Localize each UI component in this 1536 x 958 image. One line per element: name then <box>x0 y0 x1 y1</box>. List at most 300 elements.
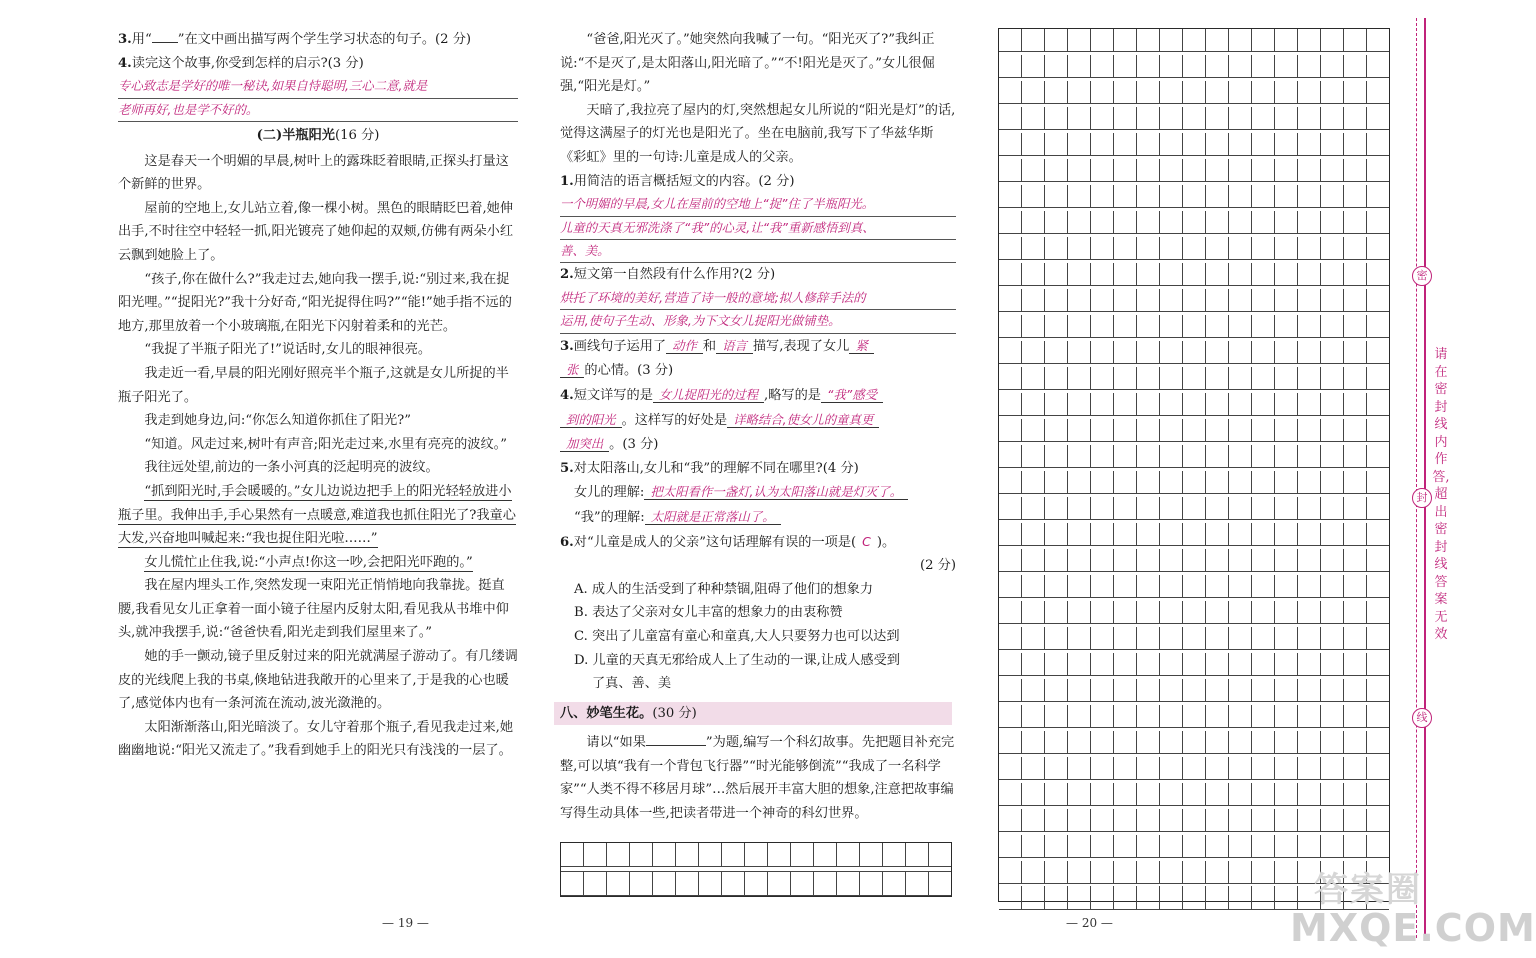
grid-cell[interactable] <box>1367 809 1389 831</box>
grid-cell[interactable] <box>1068 237 1091 259</box>
grid-cell[interactable] <box>1206 237 1229 259</box>
grid-cell[interactable] <box>1229 133 1252 155</box>
grid-cell[interactable] <box>1137 861 1160 883</box>
grid-cell[interactable] <box>1206 133 1229 155</box>
grid-cell[interactable] <box>1298 81 1321 103</box>
grid-cell[interactable] <box>1068 445 1091 467</box>
grid-cell[interactable] <box>1114 289 1137 311</box>
grid-cell[interactable] <box>1229 705 1252 727</box>
grid-cell[interactable] <box>1321 627 1344 649</box>
grid-cell[interactable] <box>1160 263 1183 285</box>
grid-cell[interactable] <box>653 872 676 895</box>
grid-cell[interactable] <box>1045 315 1068 337</box>
grid-cell[interactable] <box>1275 757 1298 779</box>
grid-cell[interactable] <box>1137 705 1160 727</box>
grid-cell[interactable] <box>1068 653 1091 675</box>
grid-cell[interactable] <box>1229 471 1252 493</box>
grid-cell[interactable] <box>1367 315 1389 337</box>
grid-cell[interactable] <box>1344 81 1367 103</box>
grid-cell[interactable] <box>1068 341 1091 363</box>
grid-cell[interactable] <box>1321 497 1344 519</box>
grid-cell[interactable] <box>929 872 951 895</box>
grid-cell[interactable] <box>1229 731 1252 753</box>
grid-cell[interactable] <box>1275 315 1298 337</box>
grid-cell[interactable] <box>1091 757 1114 779</box>
grid-cell[interactable] <box>1068 185 1091 207</box>
grid-cell[interactable] <box>1091 835 1114 857</box>
grid-cell[interactable] <box>1022 861 1045 883</box>
grid-cell[interactable] <box>1045 263 1068 285</box>
grid-cell[interactable] <box>1114 107 1137 129</box>
grid-cell[interactable] <box>1160 627 1183 649</box>
grid-cell[interactable] <box>1183 367 1206 389</box>
grid-cell[interactable] <box>1091 211 1114 233</box>
grid-cell[interactable] <box>1321 809 1344 831</box>
grid-cell[interactable] <box>1367 237 1389 259</box>
grid-cell[interactable] <box>1367 367 1389 389</box>
writing-grid-large[interactable] <box>998 28 1390 902</box>
grid-cell[interactable] <box>1068 783 1091 805</box>
grid-cell[interactable] <box>1229 679 1252 701</box>
grid-cell[interactable] <box>1022 757 1045 779</box>
writing-grid-small[interactable] <box>560 842 952 897</box>
grid-cell[interactable] <box>999 107 1022 129</box>
grid-cell[interactable] <box>1229 497 1252 519</box>
grid-cell[interactable] <box>1367 549 1389 571</box>
grid-cell[interactable] <box>1367 289 1389 311</box>
grid-cell[interactable] <box>1137 237 1160 259</box>
grid-cell[interactable] <box>1344 471 1367 493</box>
grid-cell[interactable] <box>1321 341 1344 363</box>
grid-cell[interactable] <box>999 289 1022 311</box>
grid-cell[interactable] <box>1275 341 1298 363</box>
grid-cell[interactable] <box>1022 237 1045 259</box>
grid-cell[interactable] <box>1022 445 1045 467</box>
grid-cell[interactable] <box>1298 471 1321 493</box>
grid-cell[interactable] <box>1275 367 1298 389</box>
grid-cell[interactable] <box>999 367 1022 389</box>
grid-cell[interactable] <box>1022 315 1045 337</box>
grid-cell[interactable] <box>1206 81 1229 103</box>
grid-cell[interactable] <box>999 549 1022 571</box>
grid-cell[interactable] <box>1321 185 1344 207</box>
grid-cell[interactable] <box>999 523 1022 545</box>
grid-cell[interactable] <box>1160 55 1183 77</box>
grid-cell[interactable] <box>1160 107 1183 129</box>
grid-cell[interactable] <box>1252 107 1275 129</box>
grid-cell[interactable] <box>1160 393 1183 415</box>
grid-cell[interactable] <box>1321 523 1344 545</box>
grid-cell[interactable] <box>1160 523 1183 545</box>
grid-cell[interactable] <box>1114 445 1137 467</box>
grid-cell[interactable] <box>1344 289 1367 311</box>
grid-cell[interactable] <box>1022 575 1045 597</box>
grid-cell[interactable] <box>1045 159 1068 181</box>
grid-cell[interactable] <box>584 872 607 895</box>
grid-cell[interactable] <box>1022 809 1045 831</box>
grid-cell[interactable] <box>1022 471 1045 493</box>
grid-cell[interactable] <box>999 159 1022 181</box>
grid-cell[interactable] <box>999 601 1022 623</box>
grid-cell[interactable] <box>1229 55 1252 77</box>
grid-cell[interactable] <box>1068 211 1091 233</box>
grid-cell[interactable] <box>1022 679 1045 701</box>
grid-cell[interactable] <box>1160 211 1183 233</box>
grid-cell[interactable] <box>1206 29 1229 51</box>
grid-cell[interactable] <box>1275 679 1298 701</box>
grid-cell[interactable] <box>1367 29 1389 51</box>
grid-cell[interactable] <box>1091 886 1114 908</box>
grid-cell[interactable] <box>1344 757 1367 779</box>
grid-cell[interactable] <box>1114 81 1137 103</box>
grid-cell[interactable] <box>1022 497 1045 519</box>
grid-cell[interactable] <box>1045 341 1068 363</box>
grid-cell[interactable] <box>1183 886 1206 908</box>
grid-cell[interactable] <box>1068 133 1091 155</box>
grid-cell[interactable] <box>1045 809 1068 831</box>
grid-cell[interactable] <box>1344 705 1367 727</box>
grid-cell[interactable] <box>1045 185 1068 207</box>
grid-cell[interactable] <box>699 843 722 866</box>
grid-cell[interactable] <box>1160 783 1183 805</box>
grid-cell[interactable] <box>1298 315 1321 337</box>
grid-cell[interactable] <box>1252 81 1275 103</box>
grid-cell[interactable] <box>1229 601 1252 623</box>
grid-cell[interactable] <box>1298 679 1321 701</box>
grid-cell[interactable] <box>768 843 791 866</box>
grid-cell[interactable] <box>1298 159 1321 181</box>
grid-cell[interactable] <box>1252 705 1275 727</box>
grid-cell[interactable] <box>1298 419 1321 441</box>
grid-cell[interactable] <box>1137 159 1160 181</box>
grid-cell[interactable] <box>1298 731 1321 753</box>
grid-cell[interactable] <box>1137 835 1160 857</box>
grid-cell[interactable] <box>630 872 653 895</box>
grid-cell[interactable] <box>1252 679 1275 701</box>
grid-cell[interactable] <box>1091 653 1114 675</box>
grid-cell[interactable] <box>1344 133 1367 155</box>
grid-cell[interactable] <box>1229 185 1252 207</box>
grid-cell[interactable] <box>1321 159 1344 181</box>
grid-cell[interactable] <box>1114 471 1137 493</box>
grid-cell[interactable] <box>1160 315 1183 337</box>
grid-cell[interactable] <box>1045 705 1068 727</box>
grid-cell[interactable] <box>1114 393 1137 415</box>
grid-cell[interactable] <box>1229 315 1252 337</box>
grid-cell[interactable] <box>1068 886 1091 908</box>
grid-cell[interactable] <box>1321 107 1344 129</box>
grid-cell[interactable] <box>1022 783 1045 805</box>
grid-cell[interactable] <box>1068 549 1091 571</box>
grid-cell[interactable] <box>1229 367 1252 389</box>
grid-cell[interactable] <box>1367 627 1389 649</box>
grid-cell[interactable] <box>1137 419 1160 441</box>
grid-cell[interactable] <box>1022 185 1045 207</box>
grid-cell[interactable] <box>1275 81 1298 103</box>
grid-cell[interactable] <box>1275 185 1298 207</box>
grid-cell[interactable] <box>1114 237 1137 259</box>
grid-cell[interactable] <box>1275 237 1298 259</box>
grid-cell[interactable] <box>1229 809 1252 831</box>
grid-cell[interactable] <box>1137 367 1160 389</box>
grid-cell[interactable] <box>999 211 1022 233</box>
grid-cell[interactable] <box>1137 315 1160 337</box>
grid-cell[interactable] <box>1229 237 1252 259</box>
grid-cell[interactable] <box>1114 29 1137 51</box>
grid-cell[interactable] <box>1298 393 1321 415</box>
grid-cell[interactable] <box>999 341 1022 363</box>
grid-cell[interactable] <box>1367 211 1389 233</box>
grid-cell[interactable] <box>1183 549 1206 571</box>
grid-cell[interactable] <box>1160 81 1183 103</box>
grid-cell[interactable] <box>1068 731 1091 753</box>
grid-cell[interactable] <box>1091 627 1114 649</box>
grid-cell[interactable] <box>1206 549 1229 571</box>
grid-cell[interactable] <box>1252 523 1275 545</box>
grid-cell[interactable] <box>1137 393 1160 415</box>
grid-cell[interactable] <box>999 731 1022 753</box>
grid-cell[interactable] <box>1275 471 1298 493</box>
grid-cell[interactable] <box>1045 393 1068 415</box>
grid-cell[interactable] <box>1275 731 1298 753</box>
grid-cell[interactable] <box>1068 29 1091 51</box>
grid-cell[interactable] <box>999 29 1022 51</box>
grid-cell[interactable] <box>1091 107 1114 129</box>
grid-cell[interactable] <box>1367 757 1389 779</box>
grid-cell[interactable] <box>1091 731 1114 753</box>
grid-cell[interactable] <box>1183 341 1206 363</box>
grid-cell[interactable] <box>860 843 883 866</box>
grid-cell[interactable] <box>1114 211 1137 233</box>
grid-cell[interactable] <box>1114 679 1137 701</box>
grid-cell[interactable] <box>1206 575 1229 597</box>
grid-cell[interactable] <box>1160 133 1183 155</box>
grid-cell[interactable] <box>561 843 584 866</box>
grid-cell[interactable] <box>1344 601 1367 623</box>
grid-cell[interactable] <box>1206 55 1229 77</box>
grid-cell[interactable] <box>1091 393 1114 415</box>
grid-cell[interactable] <box>999 445 1022 467</box>
grid-cell[interactable] <box>1114 263 1137 285</box>
grid-cell[interactable] <box>1321 757 1344 779</box>
grid-cell[interactable] <box>1321 263 1344 285</box>
grid-cell[interactable] <box>1229 783 1252 805</box>
grid-cell[interactable] <box>1068 159 1091 181</box>
grid-cell[interactable] <box>1137 757 1160 779</box>
grid-cell[interactable] <box>999 705 1022 727</box>
grid-cell[interactable] <box>1022 341 1045 363</box>
grid-cell[interactable] <box>1298 185 1321 207</box>
grid-cell[interactable] <box>1298 627 1321 649</box>
grid-cell[interactable] <box>1229 29 1252 51</box>
grid-cell[interactable] <box>1206 783 1229 805</box>
grid-cell[interactable] <box>1275 497 1298 519</box>
grid-cell[interactable] <box>837 843 860 866</box>
grid-cell[interactable] <box>1344 29 1367 51</box>
grid-cell[interactable] <box>1068 55 1091 77</box>
grid-cell[interactable] <box>1114 575 1137 597</box>
grid-cell[interactable] <box>1045 601 1068 623</box>
grid-cell[interactable] <box>1091 861 1114 883</box>
grid-cell[interactable] <box>1068 575 1091 597</box>
grid-cell[interactable] <box>1045 835 1068 857</box>
grid-cell[interactable] <box>1045 783 1068 805</box>
grid-cell[interactable] <box>1252 757 1275 779</box>
grid-cell[interactable] <box>1183 289 1206 311</box>
grid-cell[interactable] <box>561 872 584 895</box>
grid-cell[interactable] <box>1275 705 1298 727</box>
grid-cell[interactable] <box>1206 211 1229 233</box>
grid-cell[interactable] <box>999 419 1022 441</box>
grid-cell[interactable] <box>630 843 653 866</box>
grid-cell[interactable] <box>1298 445 1321 467</box>
grid-cell[interactable] <box>1275 523 1298 545</box>
grid-cell[interactable] <box>1252 445 1275 467</box>
grid-cell[interactable] <box>1321 419 1344 441</box>
grid-cell[interactable] <box>1298 523 1321 545</box>
grid-cell[interactable] <box>1022 55 1045 77</box>
grid-cell[interactable] <box>1206 367 1229 389</box>
grid-cell[interactable] <box>1068 367 1091 389</box>
grid-cell[interactable] <box>1137 471 1160 493</box>
grid-cell[interactable] <box>1045 55 1068 77</box>
grid-cell[interactable] <box>1206 601 1229 623</box>
grid-cell[interactable] <box>1091 601 1114 623</box>
grid-cell[interactable] <box>1068 289 1091 311</box>
grid-cell[interactable] <box>1091 445 1114 467</box>
grid-cell[interactable] <box>1160 159 1183 181</box>
grid-cell[interactable] <box>1321 211 1344 233</box>
grid-cell[interactable] <box>1275 549 1298 571</box>
grid-cell[interactable] <box>1229 289 1252 311</box>
grid-cell[interactable] <box>1298 341 1321 363</box>
grid-cell[interactable] <box>1206 289 1229 311</box>
grid-cell[interactable] <box>1206 731 1229 753</box>
grid-cell[interactable] <box>1137 809 1160 831</box>
grid-cell[interactable] <box>1160 731 1183 753</box>
grid-cell[interactable] <box>1022 393 1045 415</box>
grid-cell[interactable] <box>1022 211 1045 233</box>
grid-cell[interactable] <box>1091 679 1114 701</box>
grid-cell[interactable] <box>1367 601 1389 623</box>
grid-cell[interactable] <box>1045 653 1068 675</box>
grid-cell[interactable] <box>1022 835 1045 857</box>
grid-cell[interactable] <box>1114 757 1137 779</box>
grid-cell[interactable] <box>1183 757 1206 779</box>
grid-cell[interactable] <box>1206 445 1229 467</box>
grid-cell[interactable] <box>768 872 791 895</box>
grid-cell[interactable] <box>1160 341 1183 363</box>
grid-cell[interactable] <box>1206 886 1229 908</box>
grid-cell[interactable] <box>999 886 1022 908</box>
grid-cell[interactable] <box>999 809 1022 831</box>
grid-cell[interactable] <box>1206 653 1229 675</box>
grid-cell[interactable] <box>1229 81 1252 103</box>
grid-cell[interactable] <box>1068 705 1091 727</box>
grid-cell[interactable] <box>1045 29 1068 51</box>
grid-cell[interactable] <box>1045 861 1068 883</box>
grid-cell[interactable] <box>1183 315 1206 337</box>
grid-cell[interactable] <box>1045 289 1068 311</box>
grid-cell[interactable] <box>1344 497 1367 519</box>
grid-cell[interactable] <box>1252 471 1275 493</box>
grid-cell[interactable] <box>1275 107 1298 129</box>
grid-cell[interactable] <box>1229 627 1252 649</box>
grid-cell[interactable] <box>1206 185 1229 207</box>
grid-cell[interactable] <box>1321 367 1344 389</box>
grid-cell[interactable] <box>1091 263 1114 285</box>
grid-cell[interactable] <box>1022 133 1045 155</box>
grid-cell[interactable] <box>1206 159 1229 181</box>
grid-cell[interactable] <box>1275 627 1298 649</box>
grid-cell[interactable] <box>999 835 1022 857</box>
grid-cell[interactable] <box>1367 419 1389 441</box>
grid-cell[interactable] <box>1344 393 1367 415</box>
grid-cell[interactable] <box>1183 393 1206 415</box>
grid-cell[interactable] <box>1091 289 1114 311</box>
grid-cell[interactable] <box>1344 731 1367 753</box>
grid-cell[interactable] <box>1160 601 1183 623</box>
grid-cell[interactable] <box>607 843 630 866</box>
grid-cell[interactable] <box>1367 731 1389 753</box>
grid-cell[interactable] <box>1298 549 1321 571</box>
grid-cell[interactable] <box>999 237 1022 259</box>
grid-cell[interactable] <box>1367 445 1389 467</box>
grid-cell[interactable] <box>1298 601 1321 623</box>
grid-cell[interactable] <box>676 872 699 895</box>
grid-cell[interactable] <box>722 872 745 895</box>
grid-cell[interactable] <box>1344 315 1367 337</box>
grid-cell[interactable] <box>1137 263 1160 285</box>
grid-cell[interactable] <box>1275 29 1298 51</box>
grid-cell[interactable] <box>1160 861 1183 883</box>
grid-cell[interactable] <box>1045 211 1068 233</box>
grid-cell[interactable] <box>1229 835 1252 857</box>
grid-cell[interactable] <box>1275 133 1298 155</box>
grid-cell[interactable] <box>1183 705 1206 727</box>
grid-cell[interactable] <box>1367 653 1389 675</box>
grid-cell[interactable] <box>1229 861 1252 883</box>
grid-cell[interactable] <box>1298 263 1321 285</box>
grid-cell[interactable] <box>1229 886 1252 908</box>
grid-cell[interactable] <box>1206 315 1229 337</box>
grid-cell[interactable] <box>1183 497 1206 519</box>
grid-cell[interactable] <box>1298 497 1321 519</box>
grid-cell[interactable] <box>1229 159 1252 181</box>
grid-cell[interactable] <box>1114 809 1137 831</box>
grid-cell[interactable] <box>1091 341 1114 363</box>
grid-cell[interactable] <box>1183 861 1206 883</box>
grid-cell[interactable] <box>1091 159 1114 181</box>
grid-cell[interactable] <box>1275 211 1298 233</box>
grid-cell[interactable] <box>1275 445 1298 467</box>
grid-cell[interactable] <box>791 872 814 895</box>
grid-cell[interactable] <box>676 843 699 866</box>
grid-cell[interactable] <box>1252 886 1275 908</box>
grid-cell[interactable] <box>1114 549 1137 571</box>
grid-cell[interactable] <box>1160 185 1183 207</box>
grid-cell[interactable] <box>999 861 1022 883</box>
grid-cell[interactable] <box>1344 211 1367 233</box>
grid-cell[interactable] <box>1344 237 1367 259</box>
grid-cell[interactable] <box>1206 835 1229 857</box>
grid-cell[interactable] <box>1114 341 1137 363</box>
grid-cell[interactable] <box>1321 393 1344 415</box>
grid-cell[interactable] <box>1252 55 1275 77</box>
answer-blank[interactable] <box>152 42 178 43</box>
grid-cell[interactable] <box>1321 81 1344 103</box>
grid-cell[interactable] <box>1045 549 1068 571</box>
